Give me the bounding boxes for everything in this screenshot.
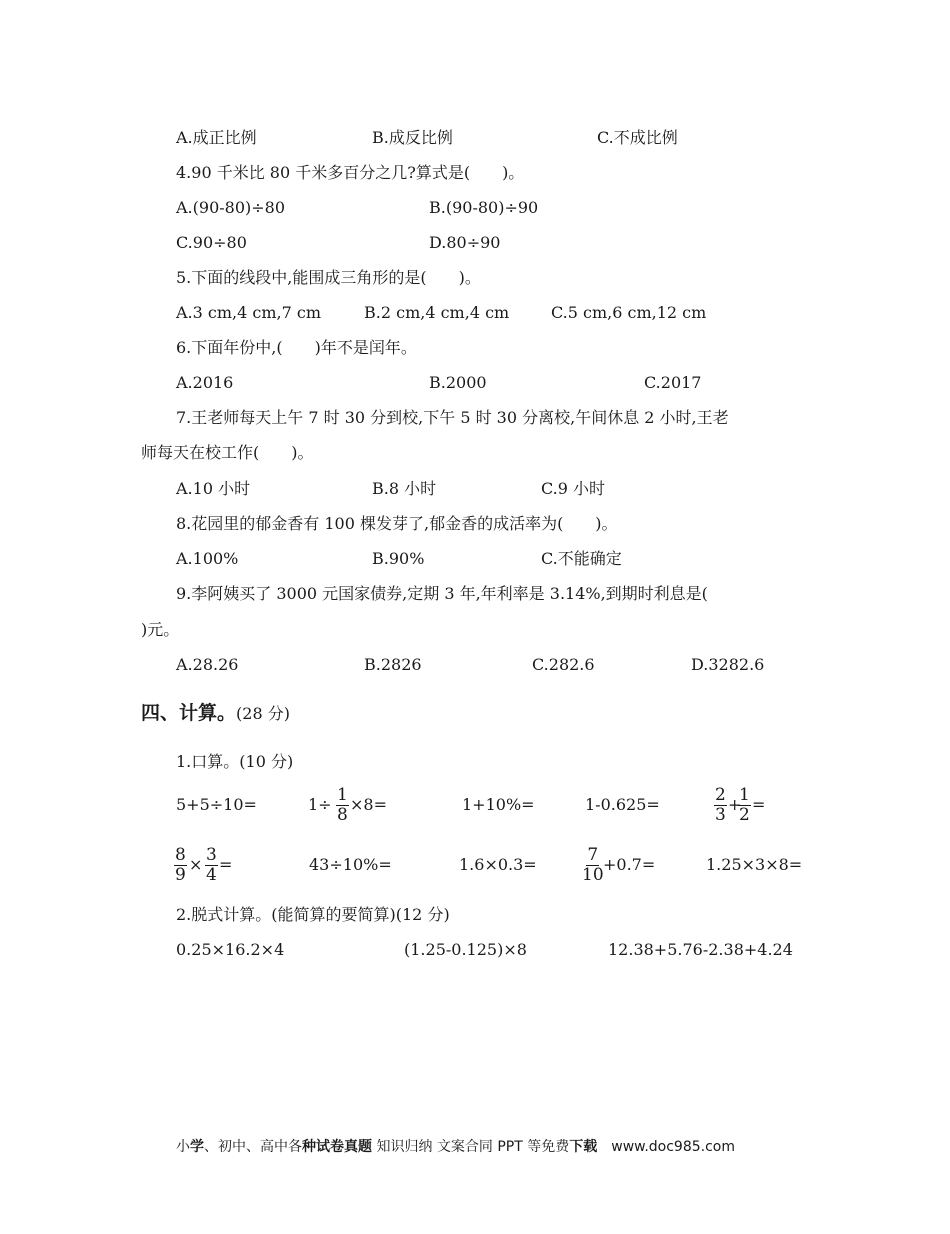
- oral-r1-e2-pre: 1÷: [308, 795, 332, 814]
- q3-option-c: C.不成比例: [597, 128, 678, 147]
- q8-option-c: C.不能确定: [541, 549, 622, 568]
- q5-option-b: B.2 cm,4 cm,4 cm: [364, 303, 510, 322]
- q4-option-d: D.80÷90: [429, 233, 501, 252]
- oral-r1-e3: 1+10%=: [462, 795, 535, 814]
- footer-mid-1: 、初中、高中各: [204, 1139, 302, 1155]
- q4-option-b: B.(90-80)÷90: [429, 198, 539, 217]
- section-4-points: (28 分): [236, 704, 290, 723]
- q8-option-a: A.100%: [176, 549, 239, 568]
- fraction-denominator: 2: [739, 805, 750, 825]
- q4-option-a: A.(90-80)÷80: [176, 198, 286, 217]
- oral-r2-e1-post: =: [219, 855, 233, 874]
- q6-option-c: C.2017: [644, 373, 702, 392]
- q7-stem-line2: 师每天在校工作( )。: [141, 443, 314, 462]
- footer-prefix: 小: [176, 1139, 190, 1155]
- oral-title: 1.口算。(10 分): [176, 752, 294, 771]
- oral-r2-e5: 1.25×3×8=: [706, 855, 803, 874]
- written-title: 2.脱式计算。(能简算的要简算)(12 分): [176, 905, 450, 924]
- q5-stem: 5.下面的线段中,能围成三角形的是( )。: [176, 268, 481, 287]
- fraction-numerator: 8: [175, 845, 186, 865]
- oral-r1-e1: 5+5÷10=: [176, 795, 257, 814]
- q7-option-a: A.10 小时: [176, 479, 251, 498]
- fraction-denominator: 9: [175, 865, 186, 885]
- q7-stem-line1: 7.王老师每天上午 7 时 30 分到校,下午 5 时 30 分离校,午间休息 2 小时,王老: [176, 408, 729, 427]
- q4-option-c: C.90÷80: [176, 233, 247, 252]
- oral-r2-e1-fraction2: [205, 846, 218, 885]
- oral-r1-e2-post: ×8=: [350, 795, 387, 814]
- oral-r1-e5-post: =: [752, 795, 766, 814]
- written-item-3: 12.38+5.76-2.38+4.24: [608, 940, 793, 959]
- q8-option-b: B.90%: [372, 549, 425, 568]
- fraction-numerator: 3: [206, 845, 217, 865]
- q3-option-b: B.成反比例: [372, 128, 453, 147]
- fraction-denominator: 8: [337, 805, 348, 825]
- q9-stem-line1: 9.李阿姨买了 3000 元国家债券,定期 3 年,年利率是 3.14%,到期时利息是(: [176, 584, 708, 603]
- q9-option-b: B.2826: [364, 655, 422, 674]
- q7-option-c: C.9 小时: [541, 479, 606, 498]
- oral-r2-e1-op: ×: [189, 855, 203, 874]
- oral-r1-e4: 1-0.625=: [585, 795, 660, 814]
- footer-mid-2: 知识归纳 文案合同 PPT 等免费: [372, 1139, 570, 1155]
- fraction-denominator: 4: [206, 865, 217, 885]
- q8-stem: 8.花园里的郁金香有 100 棵发芽了,郁金香的成活率为( )。: [176, 514, 618, 533]
- q5-option-c: C.5 cm,6 cm,12 cm: [551, 303, 707, 322]
- oral-r1-e5-fraction1: [714, 786, 727, 825]
- q9-option-a: A.28.26: [176, 655, 239, 674]
- footer-bold-1: 学: [190, 1139, 204, 1155]
- q9-option-c: C.282.6: [532, 655, 595, 674]
- oral-r2-e4-fraction: [581, 846, 605, 885]
- fraction-numerator: 7: [587, 845, 599, 865]
- fraction-denominator: 3: [715, 805, 726, 825]
- fraction-numerator: 1: [337, 785, 348, 805]
- q5-option-a: A.3 cm,4 cm,7 cm: [176, 303, 322, 322]
- q6-option-a: A.2016: [176, 373, 234, 392]
- written-item-2: (1.25-0.125)×8: [404, 940, 527, 959]
- fraction-denominator: 10: [582, 865, 604, 885]
- q9-stem-line2: )元。: [141, 620, 180, 639]
- oral-r2-e3: 1.6×0.3=: [459, 855, 537, 874]
- section-4-title: 四、计算。: [141, 702, 237, 724]
- q9-option-d: D.3282.6: [691, 655, 765, 674]
- oral-r1-e2-fraction: [336, 786, 349, 825]
- footer-site: www.doc985.com: [611, 1139, 735, 1155]
- fraction-numerator: 2: [715, 785, 726, 805]
- oral-r1-e5-fraction2: [738, 786, 751, 825]
- section-4-heading: [141, 703, 290, 724]
- written-item-1: 0.25×16.2×4: [176, 940, 285, 959]
- oral-r1-e5-op: +: [728, 795, 742, 814]
- oral-r2-e1-fraction1: [174, 846, 187, 885]
- oral-r2-e2: 43÷10%=: [309, 855, 392, 874]
- q7-option-b: B.8 小时: [372, 479, 437, 498]
- footer-bold-2: 种试卷真题: [302, 1139, 372, 1155]
- oral-r2-e4-post: +0.7=: [603, 855, 656, 874]
- fraction-numerator: 1: [739, 785, 750, 805]
- page-footer: [176, 1137, 735, 1157]
- q6-option-b: B.2000: [429, 373, 487, 392]
- footer-bold-3: 下载: [569, 1139, 598, 1155]
- q3-option-a: A.成正比例: [176, 128, 257, 147]
- q4-stem: 4.90 千米比 80 千米多百分之几?算式是( )。: [176, 163, 525, 182]
- q6-stem: 6.下面年份中,( )年不是闰年。: [176, 338, 417, 357]
